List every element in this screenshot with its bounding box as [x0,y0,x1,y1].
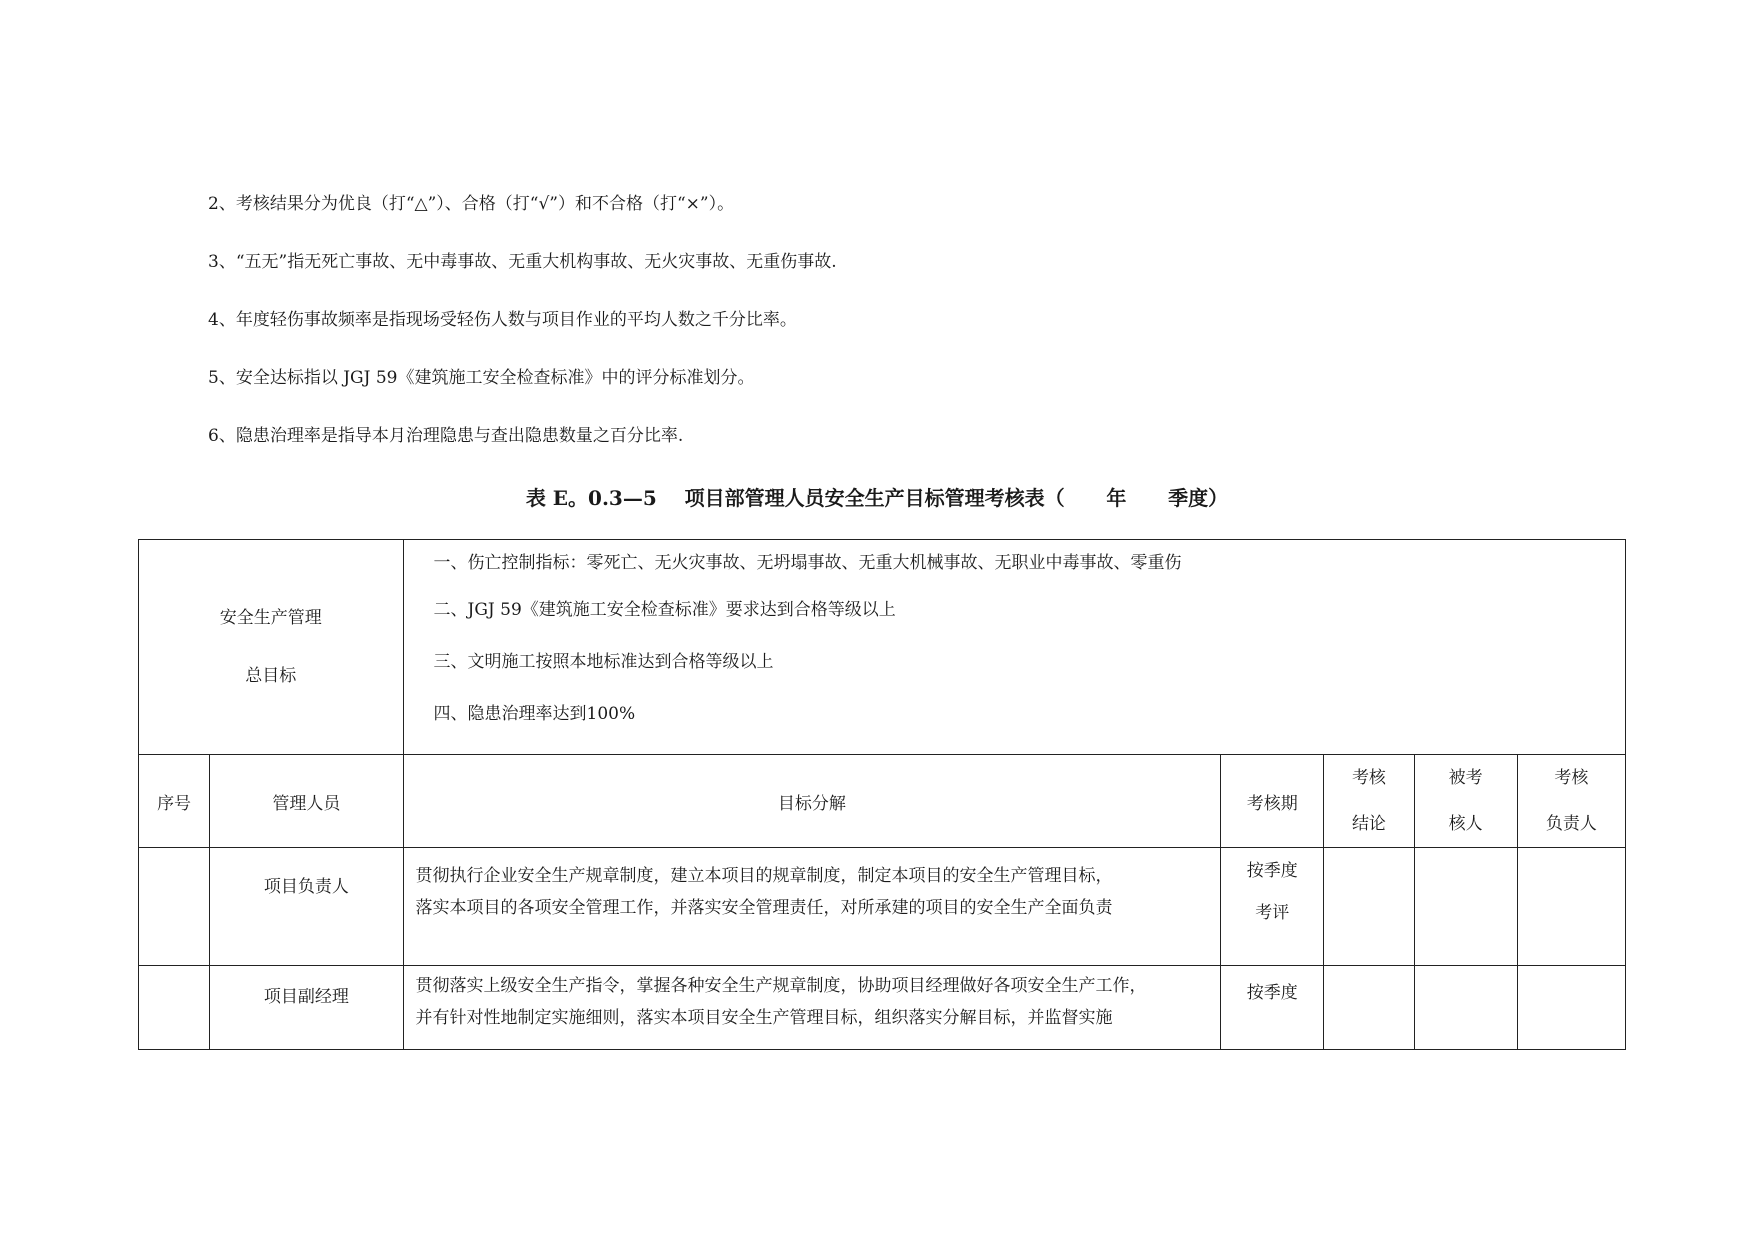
goal-row [139,540,1626,755]
goal-item: 二、JGJ 59《建筑施工安全检查标准》要求达到合格等级以上 [433,600,896,620]
row-desc-cell [403,848,1221,966]
row-assessor-cell[interactable] [1517,848,1625,966]
row-person-cell: 项目负责人 [210,848,403,966]
goal-item: 一、伤亡控制指标：零死亡、无火灾事故、无坍塌事故、无重大机械事故、无职业中毒事故、零重伤 [433,553,1182,573]
note-item: 3、“五无”指无死亡事故、无中毒事故、无重大机构事故、无火灾事故、无重伤事故. [208,252,837,272]
assessment-table [138,539,1626,1050]
header-period: 考核期 [1221,755,1324,848]
row-desc-cell [403,966,1221,1050]
row-desc-line: 贯彻执行企业安全生产规章制度，建立本项目的规章制度，制定本项目的安全生产管理目标， [415,866,1113,886]
row-assessee-cell[interactable] [1414,966,1517,1050]
header-conclusion-line: 考核 [1351,768,1386,788]
row-desc-line: 落实本项目的各项安全管理工作，并落实安全管理责任，对所承建的项目的安全生产全面负责 [415,898,1113,918]
row-person-cell: 项目副经理 [210,966,403,1050]
header-conclusion-line: 结论 [1351,814,1386,834]
header-row [139,755,1626,848]
row-no-cell [139,966,210,1050]
header-assessee-line: 被考 [1448,768,1483,788]
row-assessor-cell[interactable] [1517,966,1625,1050]
row-period-line: 考评 [1255,903,1290,923]
header-assessor [1517,755,1625,848]
note-item: 6、隐患治理率是指导本月治理隐患与查出隐患数量之百分比率. [208,426,684,446]
goal-label-line: 安全生产管理 [219,608,322,628]
row-desc-line: 贯彻落实上级安全生产指令，掌握各种安全生产规章制度，协助项目经理做好各项安全生产工作， [415,976,1147,996]
table-row [139,966,1626,1050]
row-desc-line: 并有针对性地制定实施细则，落实本项目安全生产管理目标，组织落实分解目标，并监督实施 [415,1008,1113,1028]
header-person: 管理人员 [210,755,403,848]
header-assessee [1414,755,1517,848]
row-assessee-cell[interactable] [1414,848,1517,966]
note-item: 4、年度轻伤事故频率是指现场受轻伤人数与项目作业的平均人数之千分比率。 [208,310,797,330]
row-period-line: 按季度 [1246,983,1298,1003]
goal-item: 四、隐患治理率达到100% [433,704,636,724]
header-assessor-line: 考核 [1554,768,1589,788]
row-conclusion-cell[interactable] [1324,848,1414,966]
goal-label-cell [139,540,404,755]
table-title: 表 E。0.3—5 项目部管理人员安全生产目标管理考核表（ 年 季度） [525,486,1229,510]
note-item: 2、考核结果分为优良（打“△”）、合格（打“√”）和不合格（打“×”）。 [208,194,735,214]
goal-item: 三、文明施工按照本地标准达到合格等级以上 [433,652,774,672]
header-conclusion [1324,755,1414,848]
note-item: 5、安全达标指以 JGJ 59《建筑施工安全检查标准》中的评分标准划分。 [208,368,755,388]
header-assessee-line: 核人 [1448,814,1483,834]
row-no-cell [139,848,210,966]
header-no: 序号 [139,755,210,848]
goal-label-line: 总目标 [245,666,297,686]
header-breakdown: 目标分解 [403,755,1221,848]
row-conclusion-cell[interactable] [1324,966,1414,1050]
row-period-cell [1221,848,1324,966]
row-period-line: 按季度 [1246,861,1298,881]
row-period-cell [1221,966,1324,1050]
table-row [139,848,1626,966]
header-assessor-line: 负责人 [1545,814,1597,834]
goal-items-cell [403,540,1625,755]
